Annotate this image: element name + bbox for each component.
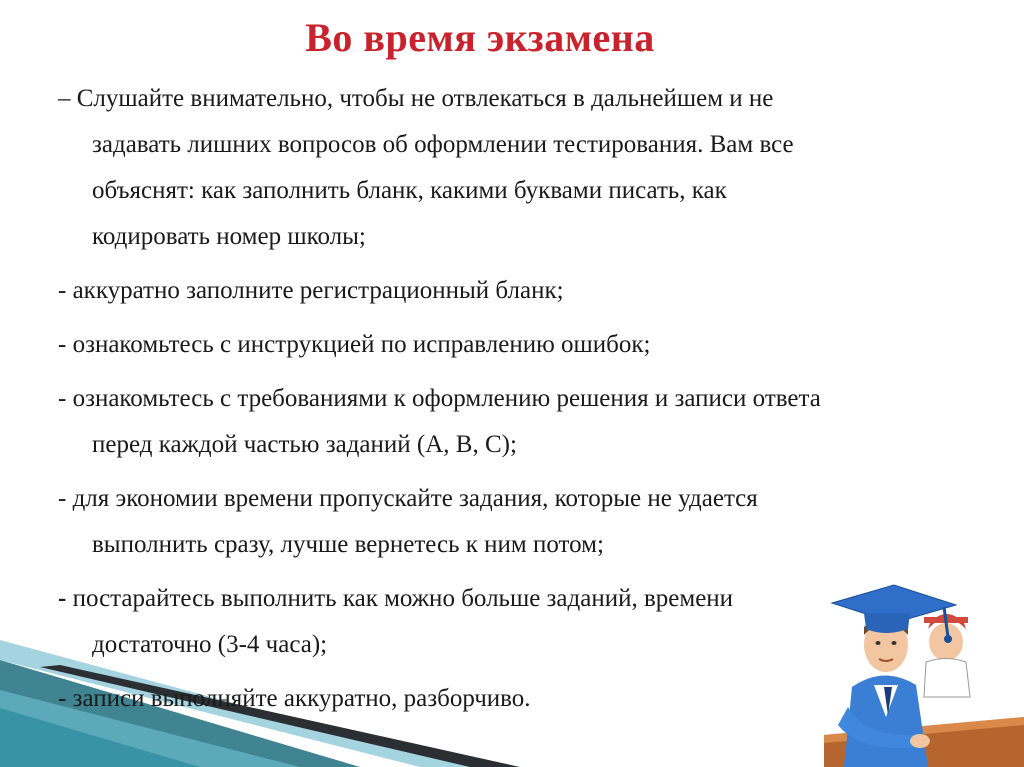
item-line: - записи выполняйте аккуратно, разборчиво. [58,685,531,712]
instructions-list [58,76,918,730]
item-line: - аккуратно заполните регистрационный бланк; [58,277,564,304]
item-line-text: постарайтесь выполнить как можно больше заданий, времени [66,585,734,612]
item-line: задавать лишних вопросов об оформлении тестирования. Вам все [92,131,794,158]
item-line [58,576,918,622]
item-line: - для экономии времени пропускайте задания, которые не удается [58,485,758,512]
graduate-student-clipart-icon [824,567,1024,767]
bold-dash: - [58,585,67,612]
item-line: объяснят: как заполнить бланк, какими буквами писать, как [92,177,727,204]
item-line: перед каждой частью заданий (А, В, С); [92,431,517,458]
item-line: выполнить сразу, лучше вернетесь к ним потом; [92,531,604,558]
item-line: кодировать номер школы; [92,223,366,250]
page-title: Во время экзамена [305,15,655,60]
list-item [58,322,918,368]
item-line: достаточно (3-4 часа); [92,631,328,658]
list-item [58,268,918,314]
list-item [58,576,918,668]
item-line: - ознакомьтесь с инструкцией по исправлению ошибок; [58,331,651,358]
item-line: – Слушайте внимательно, чтобы не отвлекаться в дальнейшем и не [58,85,774,112]
list-item [58,676,918,722]
item-line: - ознакомьтесь с требованиями к оформлению решения и записи ответа [58,385,821,412]
list-item [58,476,918,568]
list-item [58,376,918,468]
list-item [58,76,918,260]
